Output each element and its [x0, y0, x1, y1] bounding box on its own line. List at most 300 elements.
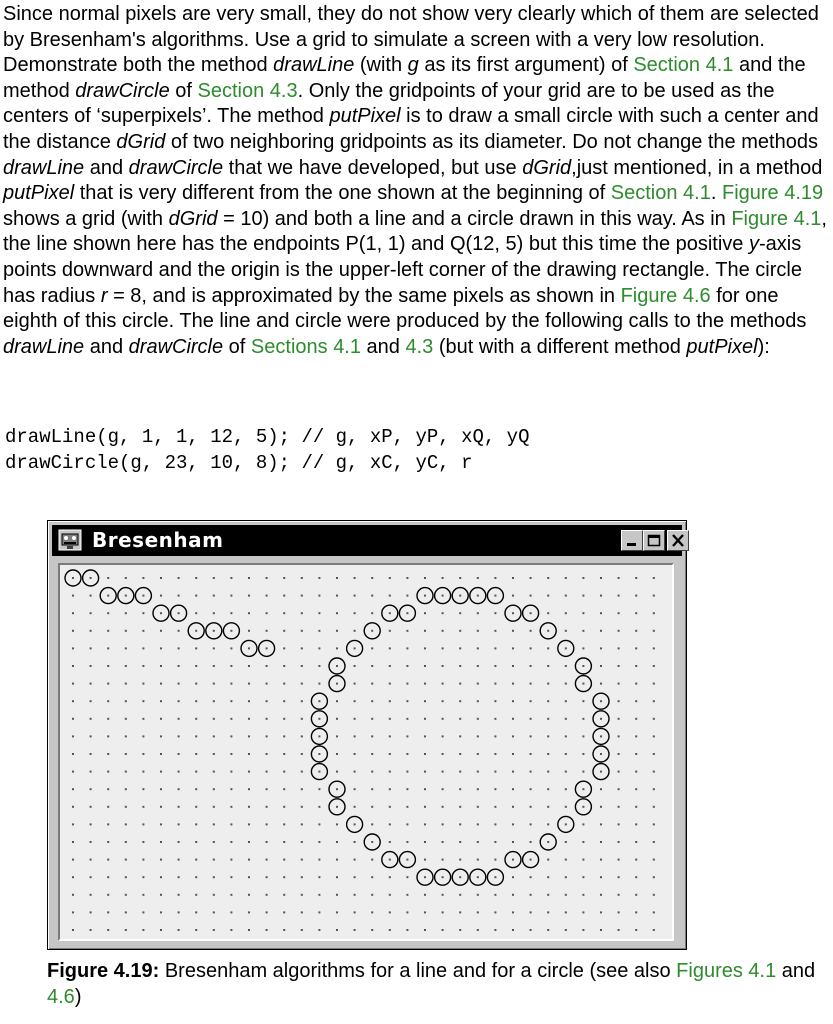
- grid-dot: [635, 788, 637, 790]
- grid-dot: [142, 700, 144, 702]
- grid-dot: [512, 911, 514, 913]
- grid-dot: [512, 823, 514, 825]
- grid-dot: [266, 647, 268, 649]
- grid-dot: [547, 806, 549, 808]
- grid-dot: [406, 859, 408, 861]
- grid-dot: [406, 806, 408, 808]
- grid-dot: [178, 665, 180, 667]
- grid-dot: [178, 735, 180, 737]
- grid-dot: [230, 841, 232, 843]
- grid-dot: [424, 735, 426, 737]
- grid-dot: [600, 718, 602, 720]
- grid-dot: [125, 630, 127, 632]
- grid-dot: [635, 630, 637, 632]
- grid-dot: [90, 894, 92, 896]
- grid-dot: [318, 700, 320, 702]
- maximize-button[interactable]: [643, 530, 665, 551]
- grid-dot: [283, 859, 285, 861]
- text-span: ):: [757, 335, 770, 358]
- grid-dot: [266, 929, 268, 931]
- grid-dot: [424, 647, 426, 649]
- grid-dot: [600, 647, 602, 649]
- grid-dot: [301, 630, 303, 632]
- grid-dot: [582, 788, 584, 790]
- grid-dot: [72, 647, 74, 649]
- grid-dot: [494, 735, 496, 737]
- grid-dot: [406, 823, 408, 825]
- text-span: of: [223, 335, 251, 358]
- grid-dot: [213, 859, 215, 861]
- grid-dot: [442, 859, 444, 861]
- grid-dot: [178, 859, 180, 861]
- grid-dot: [213, 841, 215, 843]
- grid-dot: [530, 718, 532, 720]
- section-link[interactable]: 4.3: [405, 335, 434, 358]
- grid-dot: [160, 841, 162, 843]
- text-span: that is very different from the one shown at the beginning of: [74, 182, 611, 205]
- grid-dot: [125, 647, 127, 649]
- grid-dot: [195, 735, 197, 737]
- grid-dot: [512, 929, 514, 931]
- grid-dot: [494, 894, 496, 896]
- grid-dot: [582, 612, 584, 614]
- grid-dot: [354, 859, 356, 861]
- grid-dot: [371, 929, 373, 931]
- figure-link[interactable]: Figure 4.6: [620, 284, 711, 307]
- grid-dot: [635, 894, 637, 896]
- grid-dot: [230, 806, 232, 808]
- grid-dot: [230, 612, 232, 614]
- grid-dot: [230, 753, 232, 755]
- grid-dot: [160, 665, 162, 667]
- grid-dot: [618, 612, 620, 614]
- method-name: drawCircle: [128, 335, 224, 358]
- grid-dot: [406, 911, 408, 913]
- grid-dot: [213, 753, 215, 755]
- grid-dot: [107, 859, 109, 861]
- grid-dot: [283, 841, 285, 843]
- grid-dot: [90, 876, 92, 878]
- variable-name: dGrid: [116, 130, 166, 153]
- grid-dot: [107, 771, 109, 773]
- grid-dot: [582, 683, 584, 685]
- figure-link[interactable]: Figures 4.1: [676, 960, 777, 982]
- body-paragraph: [3, 2, 829, 360]
- grid-dot: [90, 700, 92, 702]
- text-span: as its first argument) of: [418, 54, 634, 77]
- grid-dot: [178, 788, 180, 790]
- grid-dot: [547, 788, 549, 790]
- grid-dot: [354, 806, 356, 808]
- grid-dot: [494, 859, 496, 861]
- grid-dot: [424, 612, 426, 614]
- grid-dot: [230, 876, 232, 878]
- grid-dot: [653, 665, 655, 667]
- grid-dot: [248, 911, 250, 913]
- grid-dot: [125, 683, 127, 685]
- grid-dot: [160, 735, 162, 737]
- grid-dot: [565, 929, 567, 931]
- grid-dot: [336, 841, 338, 843]
- grid-dot: [318, 806, 320, 808]
- grid-dot: [547, 911, 549, 913]
- app-icon[interactable]: [58, 529, 82, 551]
- grid-dot: [371, 806, 373, 808]
- grid-dot: [90, 718, 92, 720]
- grid-dot: [406, 577, 408, 579]
- grid-dot: [160, 753, 162, 755]
- grid-dot: [547, 876, 549, 878]
- grid-dot: [125, 841, 127, 843]
- grid-dot: [248, 859, 250, 861]
- grid-dot: [230, 683, 232, 685]
- grid-dot: [635, 859, 637, 861]
- grid-dot: [107, 894, 109, 896]
- grid-dot: [600, 806, 602, 808]
- grid-dot: [477, 876, 479, 878]
- grid-dot: [72, 630, 74, 632]
- grid-dot: [160, 683, 162, 685]
- grid-dot: [125, 788, 127, 790]
- grid-dot: [72, 929, 74, 931]
- grid-dot: [107, 788, 109, 790]
- grid-dot: [266, 700, 268, 702]
- grid-dot: [424, 788, 426, 790]
- grid-dot: [477, 911, 479, 913]
- text-span: and: [84, 335, 129, 358]
- grid-dot: [301, 753, 303, 755]
- grid-dot: [248, 806, 250, 808]
- grid-dot: [213, 577, 215, 579]
- grid-dot: [635, 647, 637, 649]
- minimize-button[interactable]: [621, 530, 643, 551]
- grid-dot: [230, 718, 232, 720]
- grid-dot: [477, 700, 479, 702]
- grid-dot: [90, 753, 92, 755]
- grid-dot: [582, 700, 584, 702]
- grid-dot: [459, 718, 461, 720]
- grid-dot: [477, 771, 479, 773]
- method-name: putPixel: [3, 182, 75, 205]
- grid-dot: [565, 647, 567, 649]
- grid-dot: [442, 700, 444, 702]
- grid-dot: [72, 876, 74, 878]
- section-link[interactable]: Sections 4.1: [250, 335, 361, 358]
- grid-dot: [459, 612, 461, 614]
- grid-dot: [266, 630, 268, 632]
- grid-dot: [178, 577, 180, 579]
- text-span: = 8, and is approximated by the same pixels as shown in: [107, 284, 621, 307]
- grid-dot: [565, 911, 567, 913]
- grid-dot: [248, 665, 250, 667]
- grid-dot: [635, 718, 637, 720]
- grid-dot: [318, 595, 320, 597]
- grid-dot: [72, 735, 74, 737]
- grid-dot: [371, 859, 373, 861]
- grid-dot: [442, 647, 444, 649]
- grid-dot: [512, 894, 514, 896]
- grid-dot: [142, 735, 144, 737]
- grid-dot: [248, 823, 250, 825]
- text-span: = 10) and both a line and a circle drawn in this way. As in: [217, 207, 732, 230]
- grid-dot: [160, 700, 162, 702]
- grid-dot: [582, 841, 584, 843]
- grid-dot: [547, 771, 549, 773]
- grid-dot: [90, 630, 92, 632]
- grid-dot: [512, 735, 514, 737]
- grid-dot: [230, 647, 232, 649]
- grid-dot: [494, 753, 496, 755]
- grid-dot: [107, 911, 109, 913]
- grid-dot: [389, 700, 391, 702]
- grid-dot: [512, 753, 514, 755]
- grid-dot: [336, 665, 338, 667]
- grid-dot: [266, 806, 268, 808]
- grid-dot: [530, 894, 532, 896]
- grid-dot: [530, 806, 532, 808]
- grid-dot: [494, 612, 496, 614]
- grid-dot: [72, 683, 74, 685]
- grid-dot: [72, 753, 74, 755]
- grid-dot: [530, 630, 532, 632]
- grid-dot: [354, 718, 356, 720]
- grid-dot: [142, 911, 144, 913]
- grid-dot: [582, 718, 584, 720]
- grid-dot: [512, 876, 514, 878]
- grid-dot: [195, 841, 197, 843]
- section-link[interactable]: Section 4.3: [197, 79, 298, 102]
- grid-dot: [565, 841, 567, 843]
- grid-dot: [459, 665, 461, 667]
- grid-dot: [301, 647, 303, 649]
- grid-dot: [230, 894, 232, 896]
- variable-name: y: [749, 233, 759, 256]
- grid-dot: [107, 753, 109, 755]
- grid-dot: [266, 718, 268, 720]
- grid-dot: [459, 647, 461, 649]
- grid-dot: [653, 718, 655, 720]
- grid-dot: [582, 630, 584, 632]
- grid-dot: [600, 788, 602, 790]
- grid-dot: [442, 718, 444, 720]
- grid-dot: [301, 700, 303, 702]
- text-span: for one eighth of this circle. The line and circle were produced by the following calls to the methods: [3, 284, 807, 333]
- grid-dot: [530, 647, 532, 649]
- grid-dot: [336, 753, 338, 755]
- grid-dot: [125, 595, 127, 597]
- grid-dot: [248, 683, 250, 685]
- grid-dot: [195, 823, 197, 825]
- grid-dot: [389, 612, 391, 614]
- grid-dot: [459, 735, 461, 737]
- variable-name: g: [407, 54, 419, 77]
- grid-dot: [547, 630, 549, 632]
- grid-dot: [547, 718, 549, 720]
- grid-dot: [600, 665, 602, 667]
- text-span: .: [710, 182, 722, 205]
- caption-text: and: [776, 960, 816, 982]
- grid-dot: [389, 630, 391, 632]
- grid-dot: [90, 735, 92, 737]
- grid-dot: [213, 911, 215, 913]
- grid-dot: [653, 595, 655, 597]
- grid-dot: [318, 612, 320, 614]
- grid-dot: [336, 612, 338, 614]
- grid-dot: [371, 771, 373, 773]
- grid-dot: [371, 612, 373, 614]
- grid-dot: [354, 665, 356, 667]
- grid-dot: [582, 753, 584, 755]
- text-span: of: [169, 79, 198, 102]
- grid-dot: [336, 647, 338, 649]
- grid-dot: [582, 929, 584, 931]
- maximize-icon: [646, 533, 662, 548]
- grid-dot: [72, 665, 74, 667]
- grid-dot: [336, 894, 338, 896]
- grid-dot: [160, 911, 162, 913]
- grid-dot: [547, 859, 549, 861]
- grid-dot: [318, 788, 320, 790]
- grid-dot: [160, 806, 162, 808]
- grid-dot: [635, 683, 637, 685]
- grid-dot: [142, 771, 144, 773]
- grid-dot: [318, 876, 320, 878]
- grid-dot: [389, 718, 391, 720]
- close-button[interactable]: [667, 530, 689, 551]
- section-link[interactable]: Section 4.1: [633, 54, 734, 77]
- grid-dot: [371, 718, 373, 720]
- grid-dot: [213, 876, 215, 878]
- grid-dot: [301, 665, 303, 667]
- grid-dot: [459, 911, 461, 913]
- grid-dot: [389, 841, 391, 843]
- grid-dot: [635, 823, 637, 825]
- grid-dot: [530, 700, 532, 702]
- grid-dot: [266, 859, 268, 861]
- grid-dot: [442, 788, 444, 790]
- grid-dot: [90, 612, 92, 614]
- grid-dot: [442, 612, 444, 614]
- grid-dot: [160, 595, 162, 597]
- grid-dot: [318, 718, 320, 720]
- grid-dot: [618, 859, 620, 861]
- grid-dot: [178, 630, 180, 632]
- grid-dot: [477, 647, 479, 649]
- grid-dot: [653, 788, 655, 790]
- grid-dot: [336, 859, 338, 861]
- grid-dot: [406, 630, 408, 632]
- grid-dot: [635, 735, 637, 737]
- figure-link[interactable]: 4.6: [47, 985, 75, 1008]
- grid-dot: [459, 577, 461, 579]
- grid-dot: [653, 876, 655, 878]
- grid-dot: [318, 665, 320, 667]
- grid-dot: [618, 876, 620, 878]
- grid-dot: [318, 683, 320, 685]
- grid-dot: [160, 771, 162, 773]
- grid-dot: [424, 929, 426, 931]
- grid-dot: [336, 700, 338, 702]
- grid-dot: [618, 718, 620, 720]
- grid-dot: [301, 683, 303, 685]
- figure-link[interactable]: Figure 4.1: [731, 207, 822, 230]
- grid-dot: [653, 612, 655, 614]
- variable-name: r: [100, 284, 108, 307]
- grid-dot: [266, 876, 268, 878]
- grid-dot: [142, 718, 144, 720]
- grid-dot: [107, 665, 109, 667]
- grid-dot: [406, 718, 408, 720]
- grid-dot: [565, 859, 567, 861]
- grid-dot: [512, 700, 514, 702]
- grid-dot: [248, 612, 250, 614]
- grid-dot: [301, 612, 303, 614]
- grid-dot: [248, 929, 250, 931]
- grid-dot: [582, 859, 584, 861]
- grid-dot: [266, 753, 268, 755]
- grid-dot: [318, 577, 320, 579]
- grid-dot: [442, 683, 444, 685]
- grid-dot: [530, 788, 532, 790]
- bresenham-window: [47, 520, 687, 950]
- grid-dot: [125, 665, 127, 667]
- grid-dot: [178, 894, 180, 896]
- grid-dot: [389, 771, 391, 773]
- grid-dot: [512, 806, 514, 808]
- grid-dot: [230, 595, 232, 597]
- grid-dot: [653, 841, 655, 843]
- grid-dot: [72, 718, 74, 720]
- grid-dot: [582, 577, 584, 579]
- grid-dot: [371, 753, 373, 755]
- grid-dot: [354, 735, 356, 737]
- grid-dot: [336, 630, 338, 632]
- grid-dot: [565, 823, 567, 825]
- figure-link[interactable]: Figure 4.19: [721, 182, 824, 205]
- grid-dot: [442, 841, 444, 843]
- grid-dot: [477, 753, 479, 755]
- grid-dot: [653, 630, 655, 632]
- method-name: drawLine: [3, 156, 85, 179]
- grid-dot: [424, 683, 426, 685]
- grid-dot: [125, 823, 127, 825]
- grid-dot: [178, 823, 180, 825]
- grid-dot: [477, 630, 479, 632]
- grid-dot: [530, 735, 532, 737]
- grid-dot: [195, 753, 197, 755]
- grid-dot: [248, 577, 250, 579]
- window-titlebar[interactable]: [52, 525, 682, 556]
- grid-dot: [178, 595, 180, 597]
- grid-dot: [512, 841, 514, 843]
- grid-dot: [389, 894, 391, 896]
- grid-dot: [424, 894, 426, 896]
- grid-dot: [371, 788, 373, 790]
- grid-dot: [72, 612, 74, 614]
- grid-dot: [406, 929, 408, 931]
- grid-dot: [318, 894, 320, 896]
- grid-dot: [459, 876, 461, 878]
- grid-dot: [248, 753, 250, 755]
- grid-dot: [653, 753, 655, 755]
- grid-dot: [512, 718, 514, 720]
- grid-dot: [72, 859, 74, 861]
- grid-dot: [301, 595, 303, 597]
- grid-dot: [547, 841, 549, 843]
- grid-dot: [142, 577, 144, 579]
- grid-dot: [266, 683, 268, 685]
- section-link[interactable]: Section 4.1: [610, 182, 711, 205]
